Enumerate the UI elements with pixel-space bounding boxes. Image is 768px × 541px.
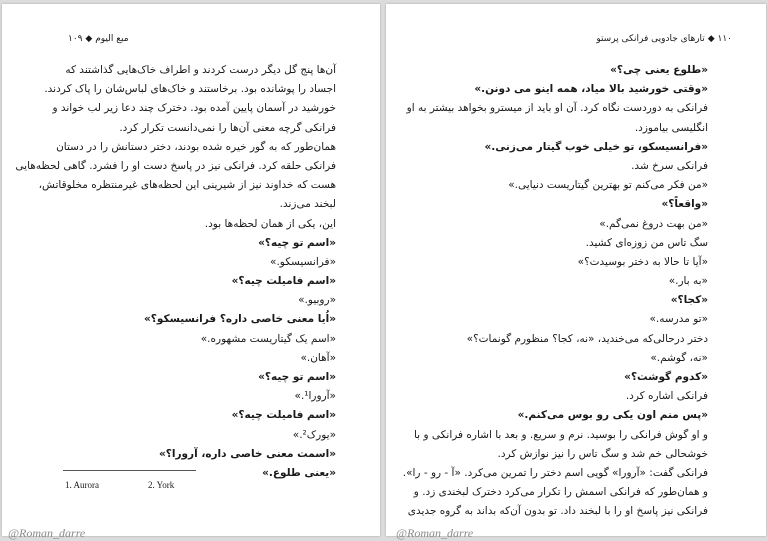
text-line: «من فکر می‌کنم تو بهترین گیتاریست دنیایی.» (508, 179, 708, 192)
text-line: فرانکی گفت: «آرورا» گویی اسم دختر را تمرین می‌کرد. «آ - رو - را». (402, 466, 708, 479)
text-line: فرانکی نیز پاسخ او را با لبخند داد. تو بدون آن‌که بداند به گروه جدیدی (407, 505, 708, 518)
text-line: این، یکی از همان لحظه‌ها بود. (204, 217, 336, 230)
text-line: دختر در‌حالی‌که می‌خندید، «نه، کجا؟ منظورم گونمات؟» (466, 332, 708, 345)
text-line: «روبیو.» (298, 294, 336, 307)
text-line: فرانکی اشاره کرد. (625, 390, 708, 403)
text-line: «اسمت معنی خاصی داره، آرورا؟» (158, 447, 336, 460)
text-line: هست که خداوند نیز از شیرینی این لحظه‌های غیرمنتظره مخلوقاتش، (38, 179, 336, 192)
text-line: «نه، گوشم.» (650, 351, 708, 364)
footnote-2: 2. York (148, 480, 175, 490)
text-line: «یعنی طلوع.» (262, 466, 336, 479)
text-line: آن‌ها پنج گل دیگر درست کردند و اطراف خاک‌هایی گذاشتند که (65, 64, 336, 76)
text-line: سگ تاس من زوزه‌ای کشید. (585, 236, 708, 249)
text-line: «طلوع یعنی چی؟» (610, 64, 708, 76)
watermark: @Roman_darre (396, 526, 474, 540)
text-line: «تو مدرسه.» (649, 313, 708, 326)
footnote-1: 1. Aurora (65, 480, 99, 490)
page-header (596, 34, 732, 44)
text-line: «فرانسیسکو.» (270, 255, 336, 268)
text-line: فرانکی گرچه معنی آن‌ها را نمی‌دانست تکرار کرد. (119, 121, 336, 134)
page-header (68, 34, 129, 44)
text-line: «اسم تو چیه؟» (258, 371, 336, 383)
text-line: فرانکی حلقه کرد. فرانکی نیز در پاسخ دست او را فشرد. گاهی لحظه‌هایی (15, 159, 336, 172)
page-title: تارهای جادویی فرانکی پرستو (596, 34, 705, 44)
text-line: فرانکی سرخ شد. (631, 159, 708, 172)
text-line: «آرورا¹.» (294, 390, 336, 403)
watermark: @Roman_darre (8, 526, 86, 540)
text-line: انگلیسی بیاموزد. (634, 121, 708, 134)
footnote-rule (63, 470, 196, 471)
text-line: «کجا؟» (670, 294, 708, 307)
text-line: «اسم فامیلت چیه؟» (231, 409, 336, 422)
text-line: «واقعاً؟» (661, 198, 708, 211)
text-line: لبخند می‌زند. (279, 198, 336, 211)
text-line: و او گوش فرانکی را بوسید. نرم و سریع. و بعد با اشاره فرانکی و با (413, 428, 708, 441)
header-separator: ◆ (707, 34, 715, 44)
text-line: «آیا تا حالا به دختر بوسیدت؟» (577, 255, 708, 268)
text-line: خوشحالی خم شد و سگ تاس را نیز نوازش کرد. (497, 447, 708, 460)
text-line: همان‌طور که به گور خیره شده بودند، دختر دستانش را در دستان (56, 140, 336, 153)
text-line: «یورک².» (292, 428, 336, 441)
text-line: «اسم یک گیتاریست مشهوره.» (200, 332, 336, 345)
right-page (386, 4, 766, 540)
text-line: فرانکی به دوردست نگاه کرد. آن او باید از میسترو بخواهد بیشتر به او (406, 102, 708, 115)
text-line: «اسم فامیلت چیه؟» (231, 275, 336, 288)
left-page (2, 4, 380, 540)
page-text (15, 61, 336, 483)
text-line: «فرانسیسکو، تو خیلی خوب گیتار می‌زنی.» (484, 140, 708, 153)
text-line: و همان‌طور که فرانکی اسمش را تکرار می‌کرد دخترک لبخندی زد. و (413, 486, 708, 499)
header-separator: ◆ (85, 34, 93, 44)
page-text (402, 61, 708, 522)
text-line: اجساد را پوشانده بود. برخاستند و خاک‌های لباس‌شان را پاک کردند. (44, 83, 336, 96)
text-line: «به بار.» (668, 275, 708, 288)
text-line: «آهان.» (300, 351, 336, 364)
text-line: «اسم تو چیه؟» (258, 236, 336, 249)
text-line: «پس منم اون یکی رو بوس می‌کنم.» (517, 409, 708, 422)
text-line: «اُیا معنی خاصی داره؟ فرانسیسکو؟» (144, 313, 336, 326)
text-line: «وقتی خورشید بالا میاد، همه اینو می دونن.» (474, 83, 708, 96)
page-number: ۱۱۰ (717, 34, 732, 44)
page-number: ۱۰۹ (68, 34, 83, 44)
text-line: خورشید در آسمان پایین آمده بود. دخترک چند دعا زیر لب خواند و (52, 102, 336, 115)
page-title: مبع اليوم (95, 34, 129, 44)
text-line: «من بهت دروغ نمی‌گم.» (599, 217, 708, 230)
text-line: «کدوم گوشت؟» (624, 371, 708, 383)
